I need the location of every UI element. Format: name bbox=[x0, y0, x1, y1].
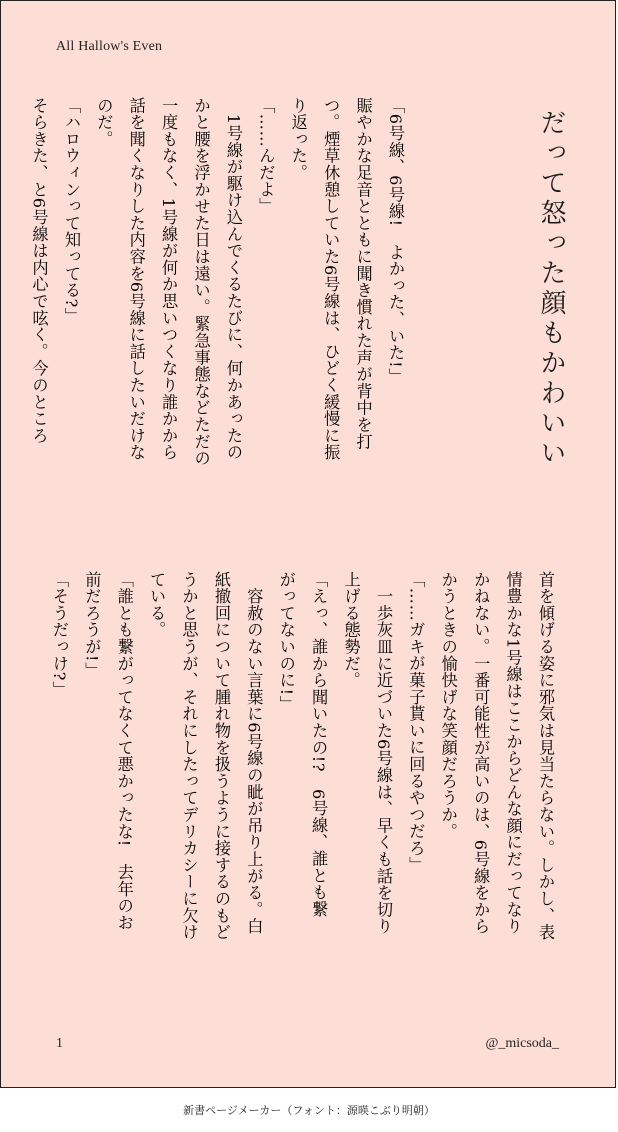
text-line: 前だろうが!」 bbox=[82, 571, 102, 679]
running-header: All Hallow's Even bbox=[56, 39, 163, 54]
story-title: だって怒った顔もかわいい bbox=[536, 109, 566, 469]
text-line: 「6号線、6号線! よかった、いた!」 bbox=[386, 97, 405, 386]
text-line: 1号線が駆け込んでくるたびに、何かあったの bbox=[223, 97, 243, 461]
generator-credit: 新書ページメーカー（フォント：源暎こぶり明朝） bbox=[183, 1104, 435, 1117]
text-line: 首を傾げる姿に邪気は見当たらない。しかし、表 bbox=[536, 571, 555, 941]
text-line: 情豊かな1号線はここからどんな顔にだってなり bbox=[503, 571, 523, 935]
text-line: そらきた、と6号線は内心で呟く。今のところ bbox=[29, 97, 49, 444]
text-line: かねない。一番可能性が高いのは、6号線をから bbox=[471, 571, 491, 935]
text-line: うかと思うが、それにしたってデリカシーに欠け bbox=[179, 571, 199, 941]
text-line: 話を聞くなりした内容を6号線に話したいだけな bbox=[126, 97, 146, 461]
text-line: 「……んだよ」 bbox=[256, 97, 276, 215]
text-line: 「そうだっけ?」 bbox=[49, 571, 69, 698]
text-line: 一度もなく、1号線が何か思いつくなり誰かから bbox=[159, 97, 179, 461]
text-line: 「……ガキが菓子貰いに回るやつだろ」 bbox=[406, 571, 426, 874]
text-line: 賑やかな足音とともに聞き慣れた声が背中を打 bbox=[353, 97, 373, 450]
text-line: かと腰を浮かせた日は遠い。緊急事態などただの bbox=[191, 97, 211, 467]
text-line: つ。煙草休憩していた6号線は、ひどく緩慢に振 bbox=[321, 97, 341, 461]
text-line: 「誰とも繋がってなくて悪かったな! 去年のお bbox=[114, 571, 134, 931]
text-line: のだ。 bbox=[94, 97, 114, 148]
text-line: かうときの愉快げな笑顔だろうか。 bbox=[438, 571, 458, 840]
text-line: 容赦のない言葉に6号線の眦が吊り上がる。白 bbox=[244, 571, 264, 935]
text-line: 紙撤回について腫れ物を扱うように接するのもど bbox=[211, 571, 231, 941]
text-line: り返った。 bbox=[288, 97, 308, 181]
text-line: 「ハロウィンって知ってる?」 bbox=[61, 97, 81, 325]
text-line: 一歩灰皿に近づいた6号線は、早くも話を切り bbox=[373, 571, 393, 935]
page-number: 1 bbox=[56, 1036, 63, 1051]
text-line: ている。 bbox=[147, 571, 167, 639]
text-line: 「えっ、誰から聞いたの!? 6号線、誰とも繋 bbox=[309, 571, 329, 918]
body-text-lower bbox=[51, 571, 561, 1031]
text-line: 上げる態勢だ。 bbox=[341, 571, 361, 689]
text-line: がってないのに!」 bbox=[276, 571, 296, 713]
author-handle: @_micsoda_ bbox=[485, 1036, 559, 1051]
body-text-upper bbox=[29, 97, 411, 537]
